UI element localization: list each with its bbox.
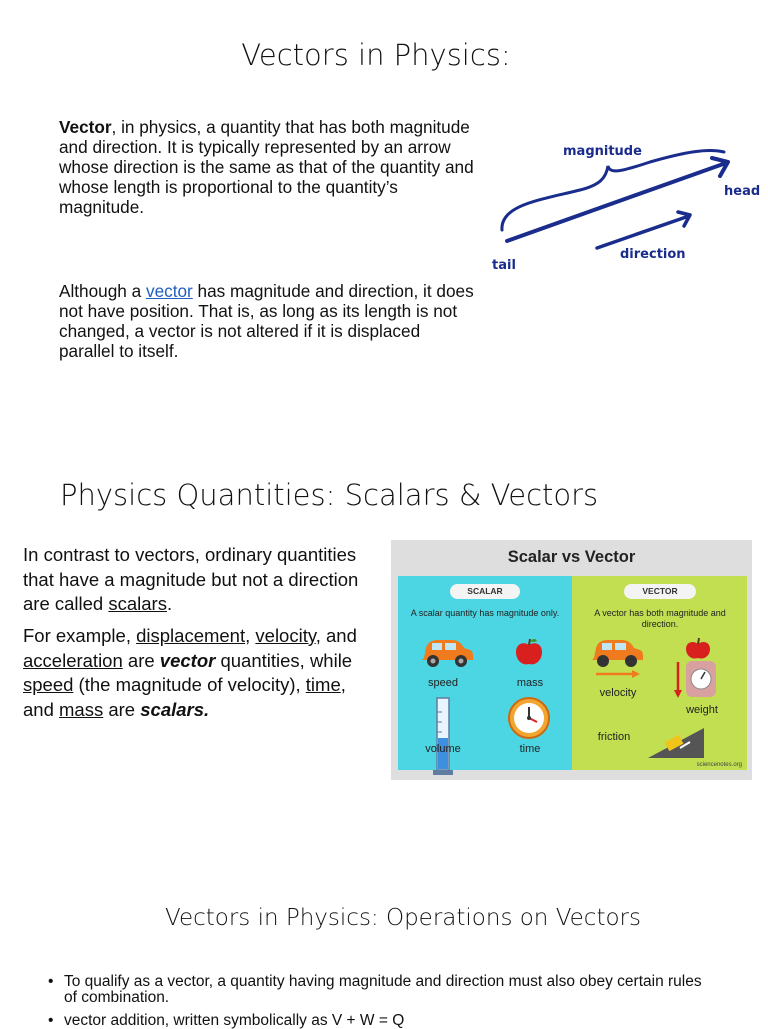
section-title-scalars-vectors: Physics Quantities: Scalars & Vectors — [60, 478, 599, 512]
bullet-item — [48, 973, 704, 1006]
head-label: head — [724, 184, 761, 199]
section-title-vectors: Vectors in Physics: — [241, 38, 511, 72]
term-vector: vector — [159, 649, 216, 671]
vector-item-weight: weight — [686, 704, 718, 716]
infographic-credit: sciencenotes.org — [696, 762, 742, 768]
examples-text: For example, — [23, 625, 137, 646]
term-velocity: velocity — [255, 625, 316, 646]
vector-item-velocity: velocity — [599, 687, 637, 699]
vector-panel — [572, 576, 747, 770]
scalars-definition-paragraph — [23, 543, 375, 617]
term-displacement: displacement — [136, 625, 246, 646]
examples-text: are — [103, 698, 141, 720]
position-text-after: has magnitude and direction, it does not have position. That is, as long as its length is not changed, a vector is not altered if it is displaced parallel to itself. — [59, 281, 474, 361]
examples-text: quantities, while — [215, 649, 353, 671]
infographic-title: Scalar vs Vector — [507, 548, 636, 566]
tail-label: tail — [492, 258, 516, 273]
graduated-cylinder-icon — [432, 694, 454, 778]
vector-description: A vector has both magnitude and direction. — [594, 608, 726, 629]
bullet-text: To qualify as a vector, a quantity having magnitude and direction must also obey certain rules of combination. — [64, 973, 702, 1006]
scalars-text-end: . — [166, 593, 173, 614]
scalar-panel — [398, 576, 572, 770]
examples-text: , — [245, 625, 256, 646]
position-text-before: Although a — [59, 281, 146, 301]
vector-definition-paragraph — [59, 117, 479, 217]
bullet-text: vector addition, written symbolically as V + W = Q — [64, 1012, 405, 1029]
examples-text: are — [122, 649, 160, 671]
examples-paragraph — [23, 624, 375, 722]
magnitude-brace — [502, 150, 724, 230]
vector-definition-text: , in physics, a quantity that has both magnitude and direction. It is typically represented by an arrow whose direction is the same as that of the quantity and whose length is proportional to the quantity’s magnitude. — [59, 117, 474, 217]
clock-icon — [507, 696, 551, 740]
term-mass: mass — [59, 698, 104, 720]
term-acceleration: acceleration — [23, 649, 123, 671]
direction-label: direction — [620, 247, 686, 262]
direction-arrow-line — [597, 216, 689, 248]
scalar-item-speed: speed — [428, 677, 458, 689]
term-speed: speed — [23, 674, 74, 695]
scalar-item-volume: volume — [425, 743, 461, 755]
bullet-dot: • — [48, 1012, 54, 1029]
examples-text: (the magnitude of velocity), — [73, 674, 306, 695]
vector-badge: VECTOR — [624, 584, 696, 599]
vector-arrow-line — [507, 163, 726, 241]
bullet-item — [48, 1012, 704, 1029]
scalar-badge: SCALAR — [450, 584, 520, 599]
scalar-item-time: time — [519, 743, 541, 755]
bullet-dot: • — [48, 973, 54, 990]
scalars-term: scalars — [108, 593, 167, 614]
scalars-text: In contrast to vectors, ordinary quantities that have a magnitude but not a direction are called — [23, 544, 359, 614]
ramp-friction-icon — [646, 724, 706, 760]
examples-text: , and — [315, 625, 357, 646]
section-title-operations: Vectors in Physics: Operations on Vectors — [165, 905, 641, 931]
vector-position-paragraph — [59, 281, 479, 361]
examples-text: , and — [23, 674, 346, 720]
scalar-item-mass: mass — [516, 677, 544, 689]
vector-item-friction: friction — [597, 731, 631, 743]
vector-link[interactable]: vector — [145, 281, 193, 301]
scalar-vs-vector-infographic — [391, 540, 752, 780]
car-icon — [418, 634, 474, 670]
vector-arrow-diagram — [480, 130, 768, 280]
term-time: time — [305, 674, 341, 695]
scalar-description: A scalar quantity has magnitude only. — [410, 608, 560, 618]
car-velocity-icon — [588, 634, 648, 680]
apple-icon — [513, 636, 545, 668]
magnitude-label: magnitude — [563, 144, 642, 159]
weight-scale-icon — [674, 632, 722, 704]
vector-term: Vector — [59, 117, 112, 137]
term-scalars: scalars. — [140, 698, 210, 720]
